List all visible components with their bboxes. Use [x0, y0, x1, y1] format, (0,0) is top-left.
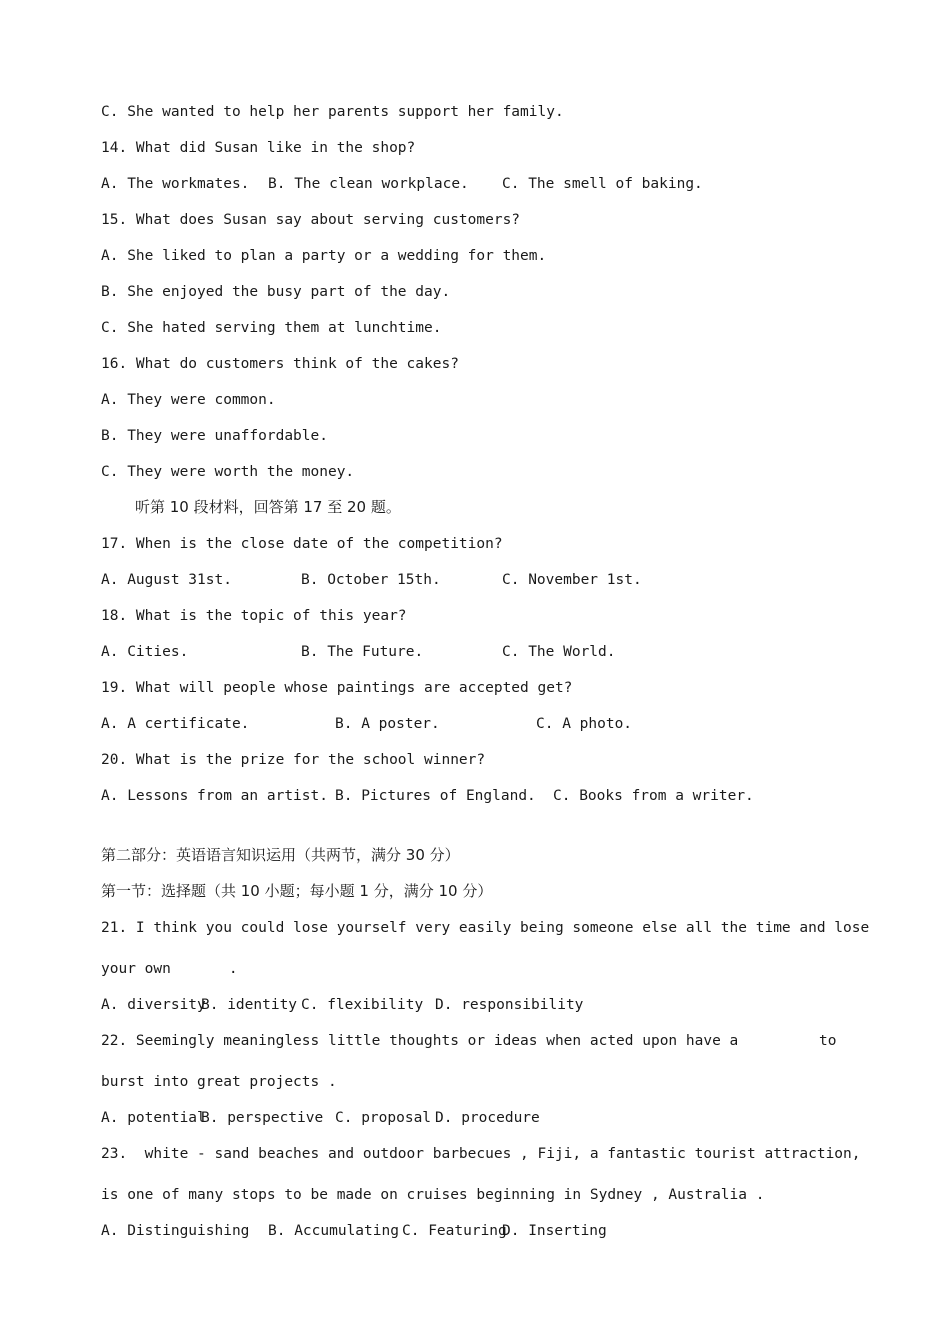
q17-stem: 17. When is the close date of the competition?	[101, 536, 503, 552]
q21-stem-line-2-end: .	[228, 961, 238, 977]
q14-option-b: B. The clean workplace.	[268, 176, 469, 192]
q22-option-c: C. proposal	[335, 1110, 432, 1126]
q23-stem-line-1: 23. white - sand beaches and outdoor barbecues , Fiji, a fantastic tourist attraction,	[101, 1146, 861, 1162]
q16-option-b: B. They were unaffordable.	[101, 428, 328, 444]
q17-option-c: C. November 1st.	[502, 572, 642, 588]
q21-stem-line-2-text: your own	[101, 961, 171, 977]
q14-option-a: A. The workmates.	[101, 176, 250, 192]
q23-option-b: B. Accumulating	[268, 1223, 399, 1239]
q14-stem: 14. What did Susan like in the shop?	[101, 140, 416, 156]
q18-option-b: B. The Future.	[301, 644, 424, 660]
q15-option-c: C. She hated serving them at lunchtime.	[101, 320, 442, 336]
q21-stem-line-2	[101, 959, 238, 979]
q17-option-a: A. August 31st.	[101, 572, 232, 588]
q14-option-c: C. The smell of baking.	[502, 176, 703, 192]
q18-option-a: A. Cities.	[101, 644, 189, 660]
q15-stem: 15. What does Susan say about serving customers?	[101, 212, 521, 228]
q21-stem-line-1: 21. I think you could lose yourself very easily being someone else all the time and lose	[101, 920, 870, 936]
q16-option-a: A. They were common.	[101, 392, 276, 408]
q21-option-d: D. responsibility	[435, 997, 584, 1013]
q15-option-a: A. She liked to plan a party or a wedding for them.	[101, 248, 547, 264]
q18-option-c: C. The World.	[502, 644, 616, 660]
q22-option-a: A. potential	[101, 1110, 206, 1126]
q20-stem: 20. What is the prize for the school winner?	[101, 752, 486, 768]
q13-option-c: C. She wanted to help her parents support her family.	[101, 104, 564, 120]
q21-option-c: C. flexibility	[301, 997, 424, 1013]
q22-option-b: B. perspective	[201, 1110, 324, 1126]
q23-option-c: C. Featuring	[402, 1223, 507, 1239]
q17-option-b: B. October 15th.	[301, 572, 441, 588]
section-10-instruction: 听第 10 段材料，回答第 17 至 20 题。	[135, 498, 401, 516]
q21-option-b: B. identity	[201, 997, 298, 1013]
q21-option-a: A. diversity	[101, 997, 206, 1013]
q16-option-c: C. They were worth the money.	[101, 464, 355, 480]
q22-stem-line-1: 22. Seemingly meaningless little thoughts or ideas when acted upon have a	[101, 1033, 739, 1049]
q19-option-a: A. A certificate.	[101, 716, 250, 732]
q22-stem-line-1-end: to	[819, 1033, 837, 1049]
q19-option-b: B. A poster.	[335, 716, 440, 732]
q23-option-a: A. Distinguishing	[101, 1223, 250, 1239]
q20-option-c: C. Books from a writer.	[553, 788, 754, 804]
q19-option-c: C. A photo.	[536, 716, 633, 732]
q20-option-a: A. Lessons from an artist.	[101, 788, 328, 804]
q22-option-d: D. procedure	[435, 1110, 540, 1126]
q16-stem: 16. What do customers think of the cakes?	[101, 356, 459, 372]
q20-option-b: B. Pictures of England.	[335, 788, 536, 804]
q23-stem-line-2: is one of many stops to be made on cruises beginning in Sydney , Australia .	[101, 1187, 765, 1203]
q23-option-d: D. Inserting	[502, 1223, 607, 1239]
q15-option-b: B. She enjoyed the busy part of the day.	[101, 284, 451, 300]
q18-stem: 18. What is the topic of this year?	[101, 608, 407, 624]
part-2-section-1-title: 第一节：选择题（共 10 小题；每小题 1 分，满分 10 分）	[101, 882, 493, 900]
q19-stem: 19. What will people whose paintings are accepted get?	[101, 680, 573, 696]
q22-stem-line-2: burst into great projects .	[101, 1074, 337, 1090]
part-2-title: 第二部分：英语语言知识运用（共两节，满分 30 分）	[101, 846, 460, 864]
